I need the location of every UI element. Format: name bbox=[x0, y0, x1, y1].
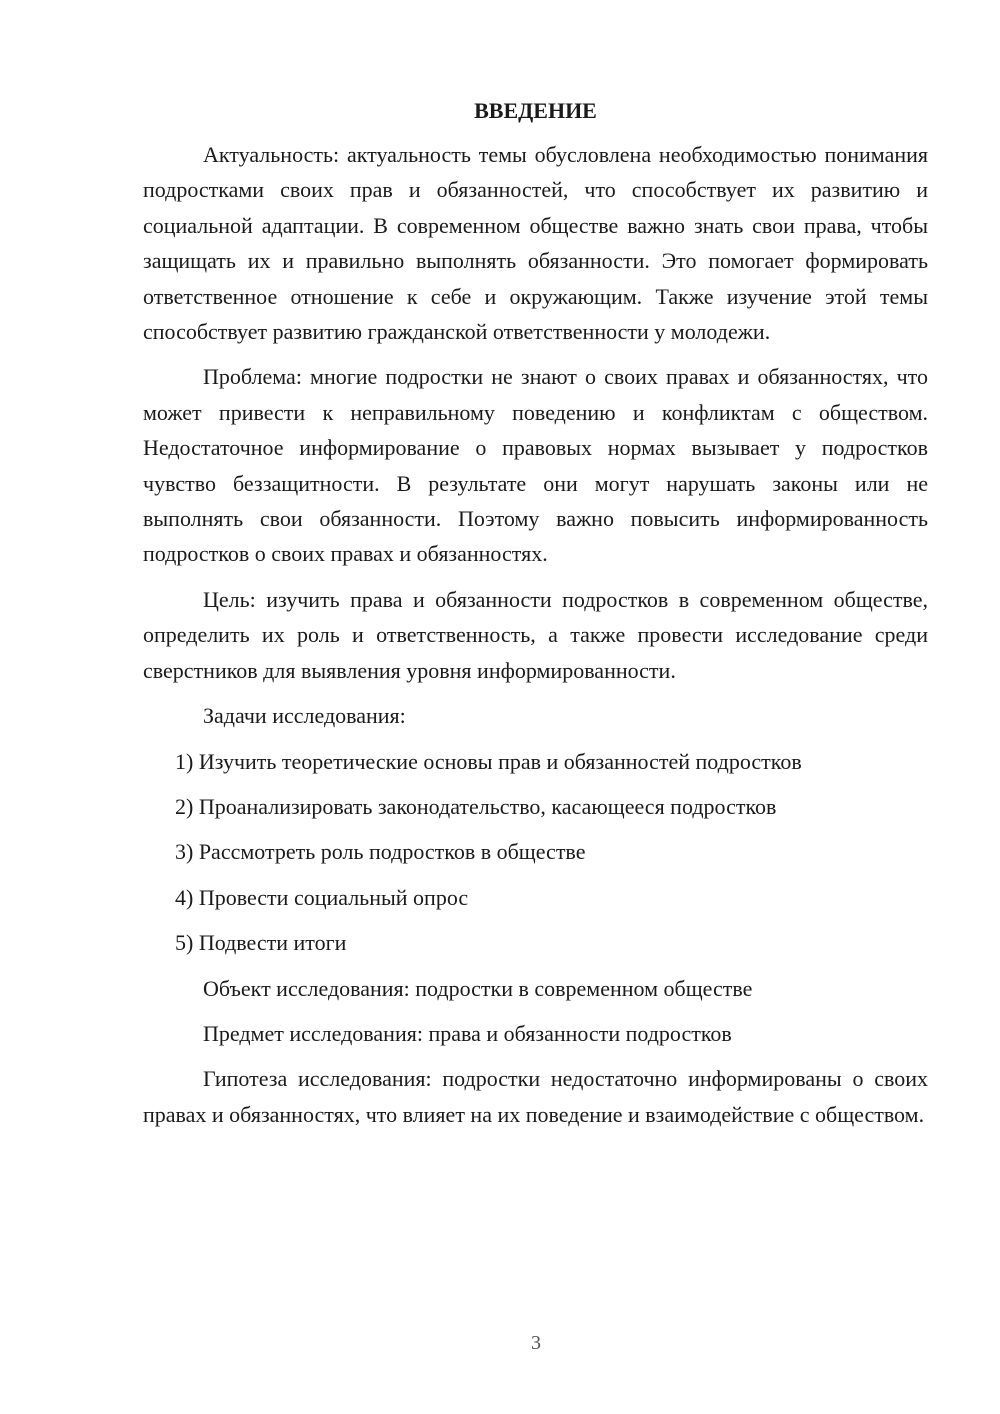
document-page bbox=[143, 95, 928, 1142]
tasks-list bbox=[143, 744, 928, 961]
task-item-2: 2) Проанализировать законодательство, касающееся подростков bbox=[175, 793, 777, 819]
problem-paragraph: Проблема: многие подростки не знают о своих правах и обязанностях, что может привести к неправильному поведению и конфликтам с обществом. Недостаточное информирование о правовых нормах вызывает у подростков чувство беззащитности. В результате они могут нарушать законы или не выполнять свои обязанности. Поэтому важно повысить информированность подростков о своих правах и обязанностях. bbox=[143, 364, 928, 567]
page-title: ВВЕДЕНИЕ bbox=[474, 98, 597, 123]
relevance-paragraph: Актуальность: актуальность темы обусловлена необходимостью понимания подростками своих прав и обязанностей, что способствует их развитию и социальной адаптации. В современном обществе важно знать свои права, чтобы защищать их и правильно выполнять обязанности. Это помогает формировать ответственное отношение к себе и окружающим. Также изучение этой темы способствует развитию гражданской ответственности у молодежи. bbox=[143, 142, 928, 345]
task-item-5: 5) Подвести итоги bbox=[175, 930, 347, 956]
goal-paragraph: Цель: изучить права и обязанности подростков в современном обществе, определить их роль и ответственность, а также провести исследование среди сверстников для выявления уровня информированности. bbox=[143, 586, 928, 683]
hypothesis-paragraph: Гипотеза исследования: подростки недостаточно информированы о своих правах и обязанностях, что влияет на их поведение и взаимодействие с обществом. bbox=[143, 1066, 928, 1127]
task-item-3: 3) Рассмотреть роль подростков в обществе bbox=[175, 839, 586, 865]
page-number: 3 bbox=[531, 1332, 541, 1354]
subject-paragraph: Предмет исследования: права и обязанности подростков bbox=[203, 1020, 732, 1046]
task-item-4: 4) Провести социальный опрос bbox=[175, 884, 469, 910]
tasks-label: Задачи исследования: bbox=[203, 703, 406, 729]
task-item-1: 1) Изучить теоретические основы прав и обязанностей подростков bbox=[175, 748, 802, 774]
object-paragraph: Объект исследования: подростки в современном обществе bbox=[203, 975, 753, 1001]
